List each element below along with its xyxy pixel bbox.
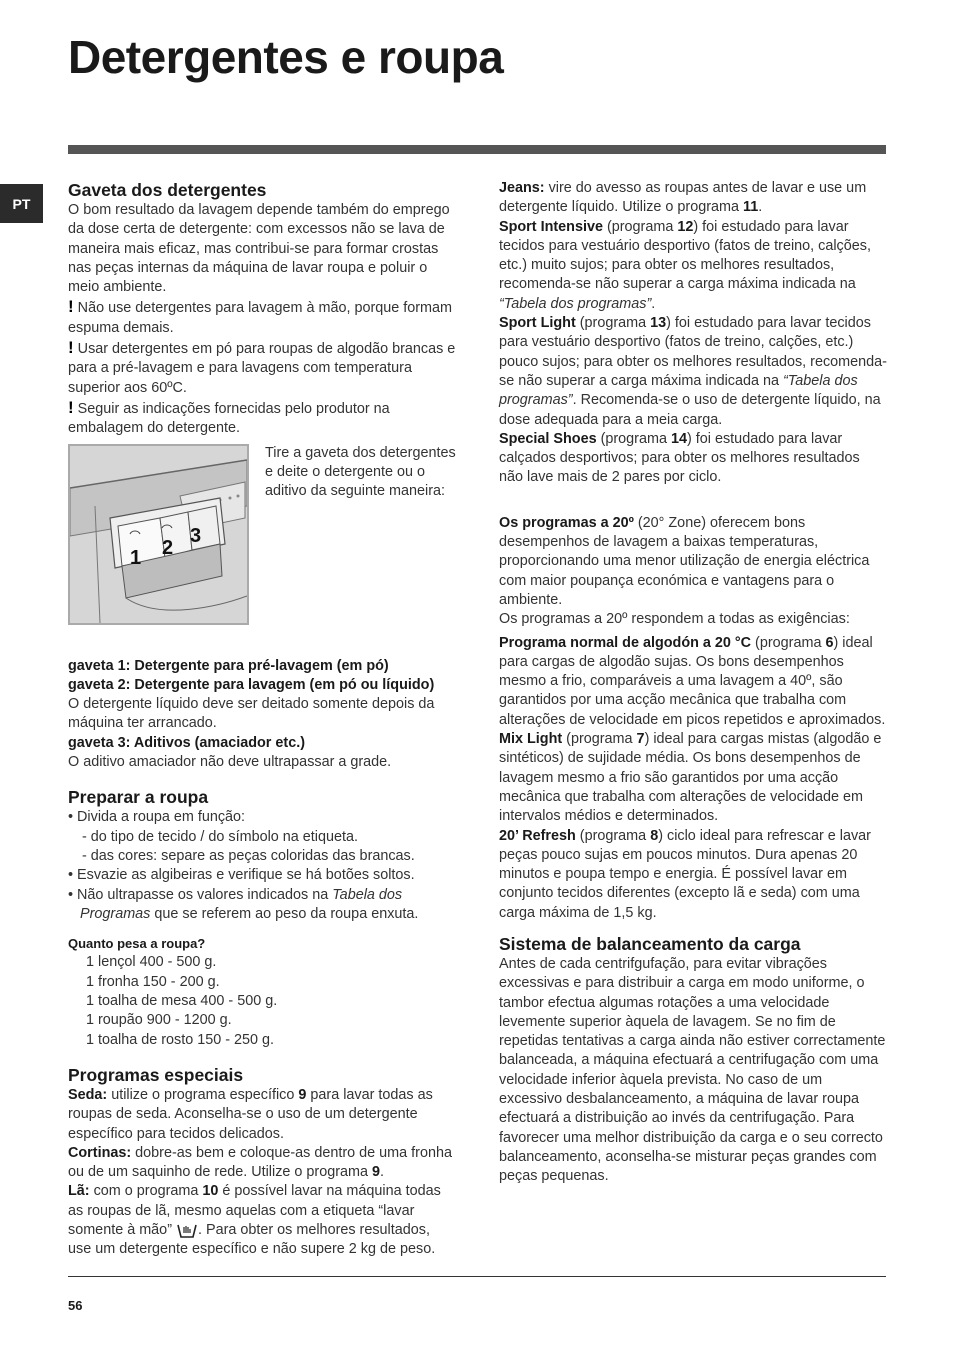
- balance-paragraph: Antes de cada centrifgufação, para evitar vibrações excessivas e para distribuir a carga em modo uniforme, o tambor efectua algumas rotações a uma velocidade levemente superior àquela de lavagem. Se no fim de repetidas tentativas a carga ainda não estiver correctamente balanceada, a máquina efectuará a centrifugação com uma velocidade inferior àquela prevista. No caso de um excessivo desbalanceamento, a máquina de lavar roupa efectuará a distribuição ao invés da centrifugação. Para favorecer uma melhor distribuição da carga e o seu correcto balanceamento, aconselha-se misturar peças grandes com peças pequenas.: [499, 955, 886, 1185]
- prepare-sub-1: - do tipo de tecido / do símbolo na etiqueta.: [82, 828, 359, 845]
- compartment-2-note: O detergente líquido deve ser deitado somente depois da máquina ter arrancado.: [68, 696, 435, 732]
- normal-cotton-paragraph: Programa normal de algodón a 20 °C (programa 6) ideal para cargas de algodão sujas. Os bons desempenhos mesmo a frio, comparáveis a uma lavagem a 40º, são garantidos por uma acção mecânica que trabalha com alterações de velocidade em picos repetidos e aproximados.: [499, 634, 886, 728]
- compartment-number-2: 2: [162, 536, 174, 559]
- prepare-heading: Preparar a roupa: [68, 787, 209, 808]
- curtains-paragraph: Cortinas: dobre-as bem e coloque-as dentro de uma fronha ou de um saquinho de rede. Utilize o programa 9.: [68, 1144, 452, 1181]
- detergent-drawer-illustration: [68, 444, 249, 625]
- warning-2: ! Usar detergentes em pó para roupas de algodão brancas e para a pré-lavagem e para lavagens com temperatura superior aos 60ºC.: [68, 338, 456, 396]
- refresh-paragraph: 20’ Refresh (programa 8) ciclo ideal para refrescar e lavar peças pouco sujas em poucos minutos. Dura apenas 20 minutos e poupa tempo e energia. É possível lavar em conjunto tecidos diferentes (excepto lã e seda) com uma carga máxima de 1,5 kg.: [499, 827, 871, 921]
- warning-icon: !: [68, 397, 74, 417]
- special-shoes-paragraph: Special Shoes (programa 14) foi estudado para lavar calçados desportivos; para obter os melhores resultados não lave mais de 2 pares por ciclo.: [499, 430, 860, 486]
- weight-heading: Quanto pesa a roupa?: [68, 936, 206, 952]
- weight-item: 1 toalha de rosto 150 - 250 g.: [86, 1031, 275, 1048]
- warning-1: ! Não use detergentes para lavagem à mão, porque formam espuma demais.: [68, 297, 453, 336]
- weight-item: 1 fronha 150 - 200 g.: [86, 973, 220, 990]
- sport-light-paragraph: Sport Light (programa 13) foi estudado para lavar tecidos para vestuário desportivo (fatos de treino, calções, etc.) pouco sujos; para obter os melhores resultados, recomenda-se não superar a carga máxima indicada na “Tabela dos programas”. Recomenda-se o uso de detergente líquido, na dose adequada para a meia carga.: [499, 315, 887, 428]
- weight-item: 1 lençol 400 - 500 g.: [86, 954, 217, 971]
- page-number: 56: [68, 1298, 83, 1313]
- drawer-instruction: Tire a gaveta dos detergentes e deite o detergente ou o aditivo da seguinte maneira:: [265, 444, 456, 500]
- compartment-number-3: 3: [190, 524, 202, 547]
- drawer-heading: Gaveta dos detergentes: [68, 180, 267, 200]
- compartment-2: gaveta 2: Detergente para lavagem (em pó ou líquido): [68, 676, 435, 693]
- hand-wash-icon: [176, 1221, 198, 1239]
- prepare-bullet-3: • Não ultrapasse os valores indicados na Tabela dos Programas que se referem ao peso da roupa enxuta.: [68, 886, 419, 922]
- left-column: [68, 179, 456, 1260]
- warning-icon: !: [68, 338, 74, 358]
- compartment-number-1: 1: [130, 546, 142, 569]
- mix-light-paragraph: Mix Light (programa 7) ideal para cargas mistas (algodão e sintéticos) de sujidade média. Os bons desempenhos de lavagem mesmo a frio são garantidos por uma acção mecânica que trabalha com alterações de velocidade em intervalos médios e determinados.: [499, 731, 882, 825]
- page-title: Detergentes e roupa: [68, 31, 504, 83]
- sport-intensive-paragraph: Sport Intensive (programa 12) foi estudado para lavar tecidos para vestuário desportivo (fatos de treino, calções, etc.) muito sujos; para obter os melhores resultados, recomenda-se não superar a carga máxima indicada na “Tabela dos programas”.: [499, 218, 871, 312]
- compartment-1: gaveta 1: Detergente para pré-lavagem (em pó): [68, 657, 389, 674]
- prepare-bullet-1: • Divida a roupa em função:: [68, 809, 246, 826]
- jeans-paragraph: Jeans: vire do avesso as roupas antes de lavar e use um detergente líquido. Utilize o programa 11.: [499, 180, 867, 216]
- special-heading: Programas especiais: [68, 1064, 244, 1085]
- balance-heading: Sistema de balanceamento da carga: [499, 933, 801, 954]
- right-column: [499, 179, 887, 1187]
- warning-3: ! Seguir as indicações fornecidas pelo produtor na embalagem do detergente.: [68, 397, 390, 437]
- warning-icon: !: [68, 297, 74, 317]
- silk-paragraph: Seda: utilize o programa específico 9 para lavar todas as roupas de seda. Aconselha-se o uso de um detergente específico para tecidos delicados.: [68, 1086, 433, 1142]
- wool-paragraph: Lã: com o programa 10 é possível lavar na máquina todas as roupas de lã, mesmo aquelas com a etiqueta “lavar somente à mão” . Para obter os melhores resultados, use um detergente específico e não supere 2 kg de peso.: [68, 1183, 441, 1258]
- drawer-intro: O bom resultado da lavagem depende também do emprego da dose certa de detergente: com excessos não se lava de maneira mais eficaz, mas contribui-se para formar crostas nas peças internas da máquina de lavar roupa e poluir o meio ambiente.: [68, 202, 450, 296]
- compartment-3-note: O aditivo amaciador não deve ultrapassar a grade.: [68, 754, 392, 771]
- drawer-figure-row: [68, 444, 456, 625]
- prepare-sub-2: - das cores: separe as peças coloridas das brancas.: [82, 847, 415, 864]
- title-rule: [68, 145, 886, 154]
- programs-20-intro: Os programas a 20º respondem a todas as exigências:: [499, 611, 850, 628]
- footer-rule: [68, 1276, 886, 1277]
- weight-item: 1 roupão 900 - 1200 g.: [86, 1012, 232, 1029]
- prepare-bullet-2: • Esvazie as algibeiras e verifique se há botões soltos.: [68, 867, 415, 884]
- weight-list: [68, 953, 456, 1049]
- programs-20-paragraph: Os programas a 20º (20° Zone) oferecem bons desempenhos de lavagem a baixas temperaturas, proporcionando uma menor utilização de energia eléctrica com maior poupança económica e vantagens para o ambiente.: [499, 514, 870, 608]
- language-tab: PT: [0, 184, 43, 223]
- compartment-3: gaveta 3: Aditivos (amaciador etc.): [68, 734, 305, 751]
- weight-item: 1 toalha de mesa 400 - 500 g.: [86, 993, 278, 1010]
